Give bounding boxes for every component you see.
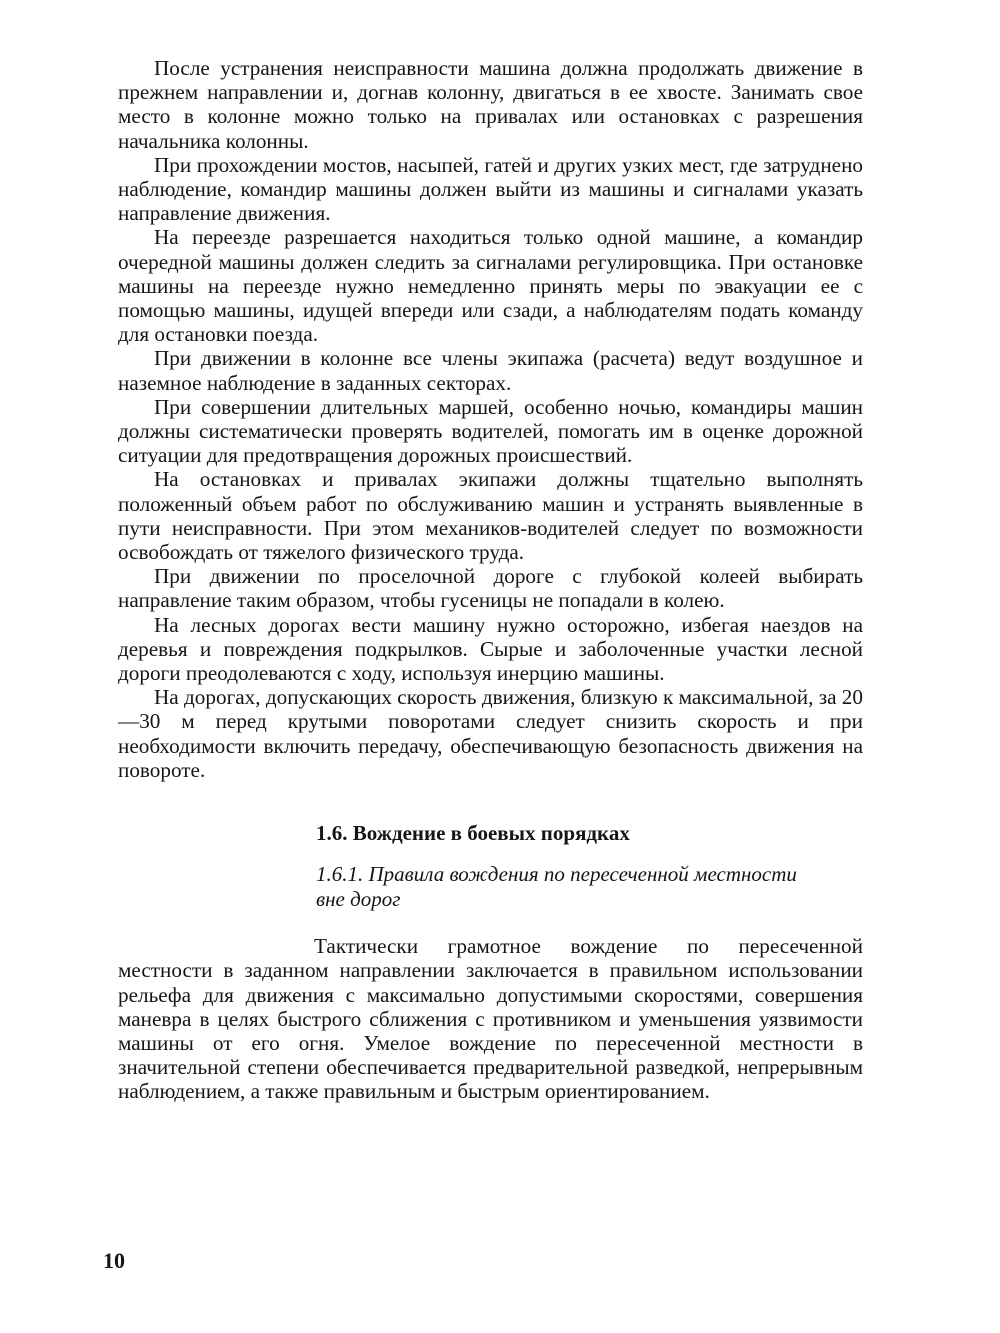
section-paragraph: Тактически грамотное вождение по пересеченной местности в заданном направлении заключается в правильном использовании рельефа для движения с максимально допустимыми скоростями, совершения маневра в целях быстрого сближения с противником и уменьшения уязвимости машины от его огня. Умелое вождение по пересеченной местности в значительной степени обеспечивается предварительной разведкой, непрерывным наблюдением, а также правильным и быстрым ориентированием.	[118, 934, 863, 1104]
section-heading: 1.6. Вождение в боевых порядках	[316, 821, 630, 846]
paragraph-8: На лесных дорогах вести машину нужно осторожно, избегая наездов на деревья и повреждения подкрылков. Сырые и заболоченные участки лесной дороги преодолеваются с ходу, используя инерцию машины.	[118, 612, 863, 686]
page-body	[118, 56, 863, 1104]
paragraph-9: На дорогах, допускающих скорость движения, близкую к максимальной, за 20—30 м перед крутыми поворотами следует снизить скорость и при необходимости включить передачу, обеспечивающую безопасность движения на повороте.	[118, 685, 863, 782]
page-number: 10	[103, 1248, 125, 1273]
paragraph-4: При движении в колонне все члены экипажа (расчета) ведут воздушное и наземное наблюдение в заданных секторах.	[118, 346, 863, 395]
paragraph-1: После устранения неисправности машина должна продолжать движение в прежнем направлении и, догнав колонну, двигаться в ее хвосте. Занимать свое место в колонне можно только на привалах или остановках с разрешения начальника колонны.	[118, 56, 863, 153]
subsection-heading: 1.6.1. Правила вождения по пересеченной местности вне дорог	[316, 862, 797, 912]
paragraph-6: На остановках и привалах экипажи должны тщательно выполнять положенный объем работ по обслуживанию машин и устранять выявленные в пути неисправности. При этом механиков-водителей следует по возможности освобождать от тяжелого физического труда.	[118, 467, 863, 565]
paragraph-3: На переезде разрешается находиться только одной машине, а командир очередной машины должен следить за сигналами регулировщика. При остановке машины на переезде нужно немедленно принять меры по эвакуации ее с помощью машины, идущей впереди или сзади, а наблюдателям подать команду для остановки поезда.	[118, 225, 863, 347]
paragraph-2: При прохождении мостов, насыпей, гатей и других узких мест, где затруднено наблюдение, командир машины должен выйти из машины и сигналами указать направление движения.	[118, 152, 863, 226]
paragraph-7: При движении по проселочной дороге с глубокой колеей выбирать направление таким образом, чтобы гусеницы не попадали в колею.	[118, 564, 863, 613]
paragraph-5: При совершении длительных маршей, особенно ночью, командиры машин должны систематически проверять водителей, помогать им в оценке дорожной ситуации для предотвращения дорожных происшествий.	[118, 394, 863, 468]
